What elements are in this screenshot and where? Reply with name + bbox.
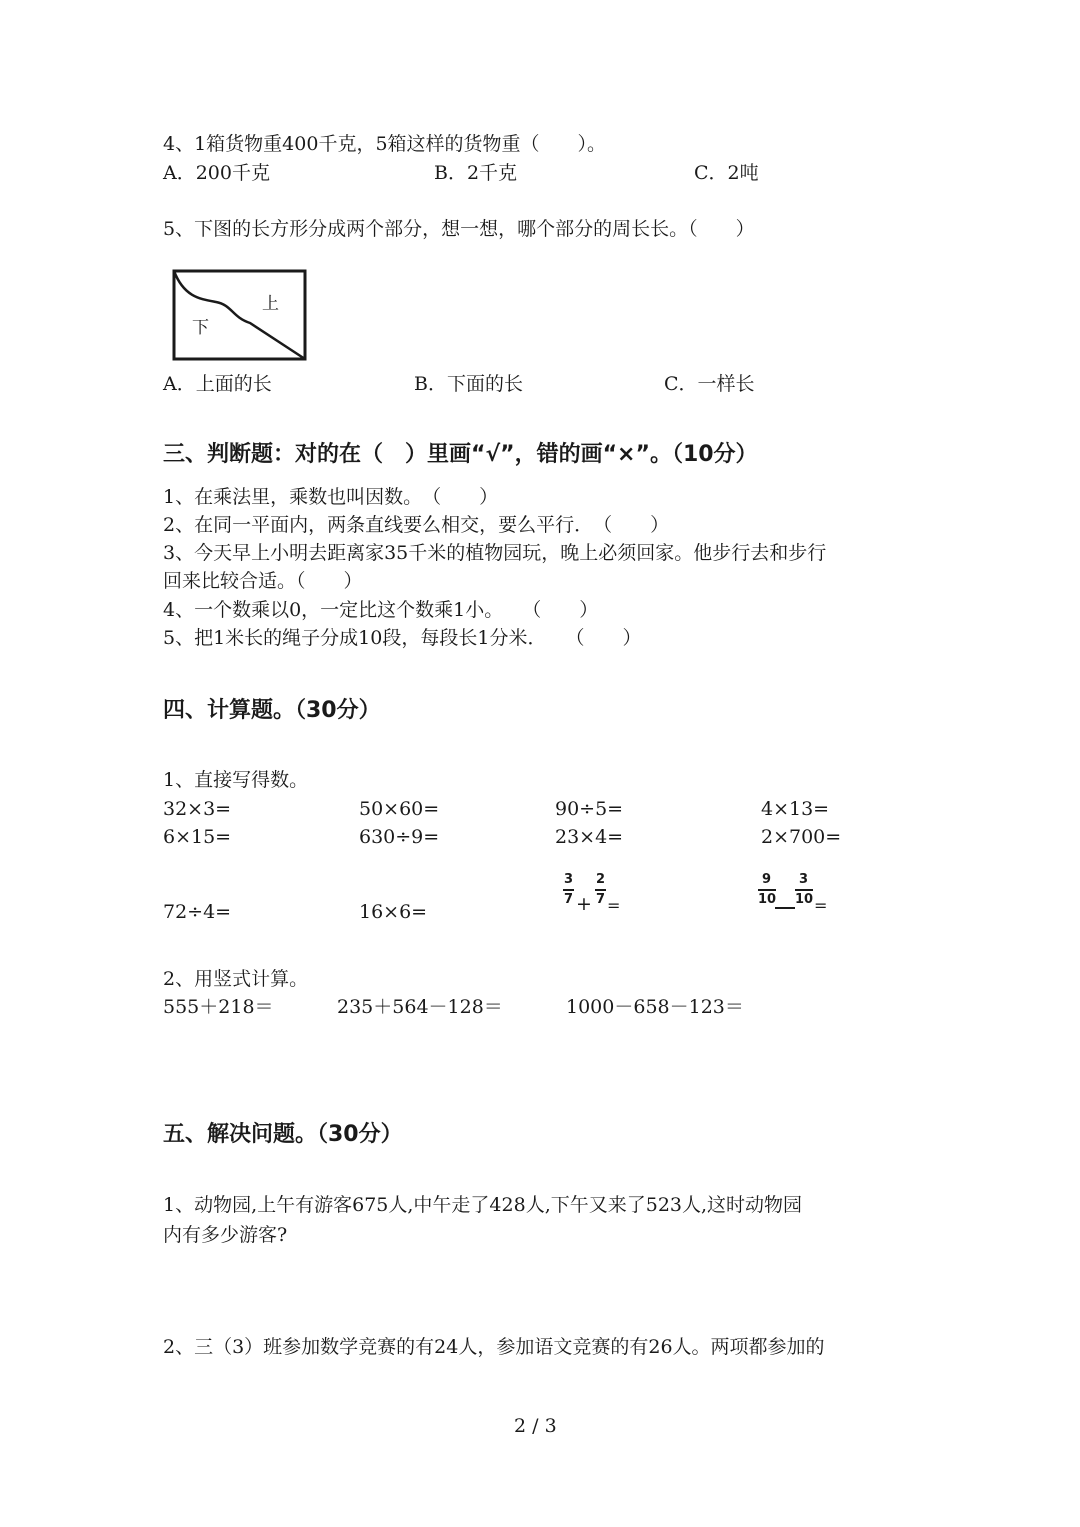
problem-2-line1: 2、三（3）班参加数学竞赛的有24人，参加语文竞赛的有26人。两项都参加的: [163, 1336, 825, 1358]
calc-item: 2×700=: [761, 826, 842, 848]
figure-label-lower: 下: [192, 318, 209, 338]
figure-label-upper: 上: [262, 294, 279, 314]
numerator: 2: [596, 872, 606, 887]
calc-item: 6×15=: [163, 826, 232, 848]
judge-item-3: 3、今天早上小明去距离家35千米的植物园玩，晚上必须回家。他步行去和步行: [163, 542, 827, 564]
section5-heading: 五、解决问题。（30分）: [163, 1122, 403, 1147]
fraction-expression-1: [562, 872, 632, 918]
q4-option-a: A．200千克: [163, 162, 270, 184]
fraction-3-7: [562, 872, 576, 912]
judge-item-5: 5、把1米长的绳子分成10段，每段长1分米． （ ）: [163, 627, 642, 649]
section4-heading: 四、计算题。（30分）: [163, 698, 381, 723]
plus-sign: +: [576, 893, 592, 915]
judge-item-2: 2、在同一平面内，两条直线要么相交，要么平行． （ ）: [163, 514, 670, 536]
denominator: 7: [596, 892, 606, 907]
denominator: 10: [758, 892, 777, 907]
calc-item: 90÷5=: [555, 798, 624, 820]
calc-sub1-title: 1、直接写得数。: [163, 769, 309, 791]
rectangle-figure: [170, 267, 310, 363]
q5-option-a: A．上面的长: [163, 373, 272, 395]
denominator: 10: [795, 892, 814, 907]
calc-sub2-title: 2、用竖式计算。: [163, 968, 309, 990]
equals-sign: =: [814, 896, 828, 915]
numerator: 3: [799, 872, 809, 887]
fraction-9-10: [757, 872, 779, 912]
q5-stem: 5、下图的长方形分成两个部分，想一想，哪个部分的周长长。（ ）: [163, 218, 755, 240]
judge-item-1: 1、在乘法里，乘数也叫因数。 （ ）: [163, 486, 499, 508]
numerator: 9: [762, 872, 772, 887]
fraction-expression-2: [757, 872, 837, 918]
minus-sign: [775, 907, 795, 909]
vertical-calc-item: 235＋564－128＝: [337, 996, 503, 1018]
numerator: 3: [564, 872, 574, 887]
calc-item: 16×6=: [359, 901, 428, 923]
fraction-2-7: [594, 872, 608, 912]
page-number: 2 / 3: [514, 1415, 557, 1437]
calc-item: 4×13=: [761, 798, 830, 820]
calc-item: 32×3=: [163, 798, 232, 820]
q4-option-c: C．2吨: [694, 162, 759, 184]
section3-heading: 三、判断题：对的在（ ）里画“√”，错的画“×”。（10分）: [163, 442, 758, 467]
denominator: 7: [564, 892, 574, 907]
q5-option-c: C．一样长: [664, 373, 755, 395]
q4-stem: 4、1箱货物重400千克，5箱这样的货物重（ ）。: [163, 133, 607, 155]
calc-item: 23×4=: [555, 826, 624, 848]
judge-item-4: 4、一个数乘以0，一定比这个数乘1小。 （ ）: [163, 599, 599, 621]
judge-item-3-cont: 回来比较合适。（ ）: [163, 570, 363, 592]
vertical-calc-item: 555＋218＝: [163, 996, 274, 1018]
q4-option-b: B．2千克: [434, 162, 518, 184]
calc-item: 72÷4=: [163, 901, 232, 923]
q5-option-b: B．下面的长: [414, 373, 523, 395]
fraction-3-10: [794, 872, 816, 912]
equals-sign: =: [607, 896, 621, 915]
problem-1-line1: 1、动物园,上午有游客675人,中午走了428人,下午又来了523人,这时动物园: [163, 1194, 803, 1216]
calc-item: 630÷9=: [359, 826, 440, 848]
vertical-calc-item: 1000－658－123＝: [566, 996, 744, 1018]
problem-1-line2: 内有多少游客?: [163, 1224, 288, 1246]
calc-item: 50×60=: [359, 798, 440, 820]
